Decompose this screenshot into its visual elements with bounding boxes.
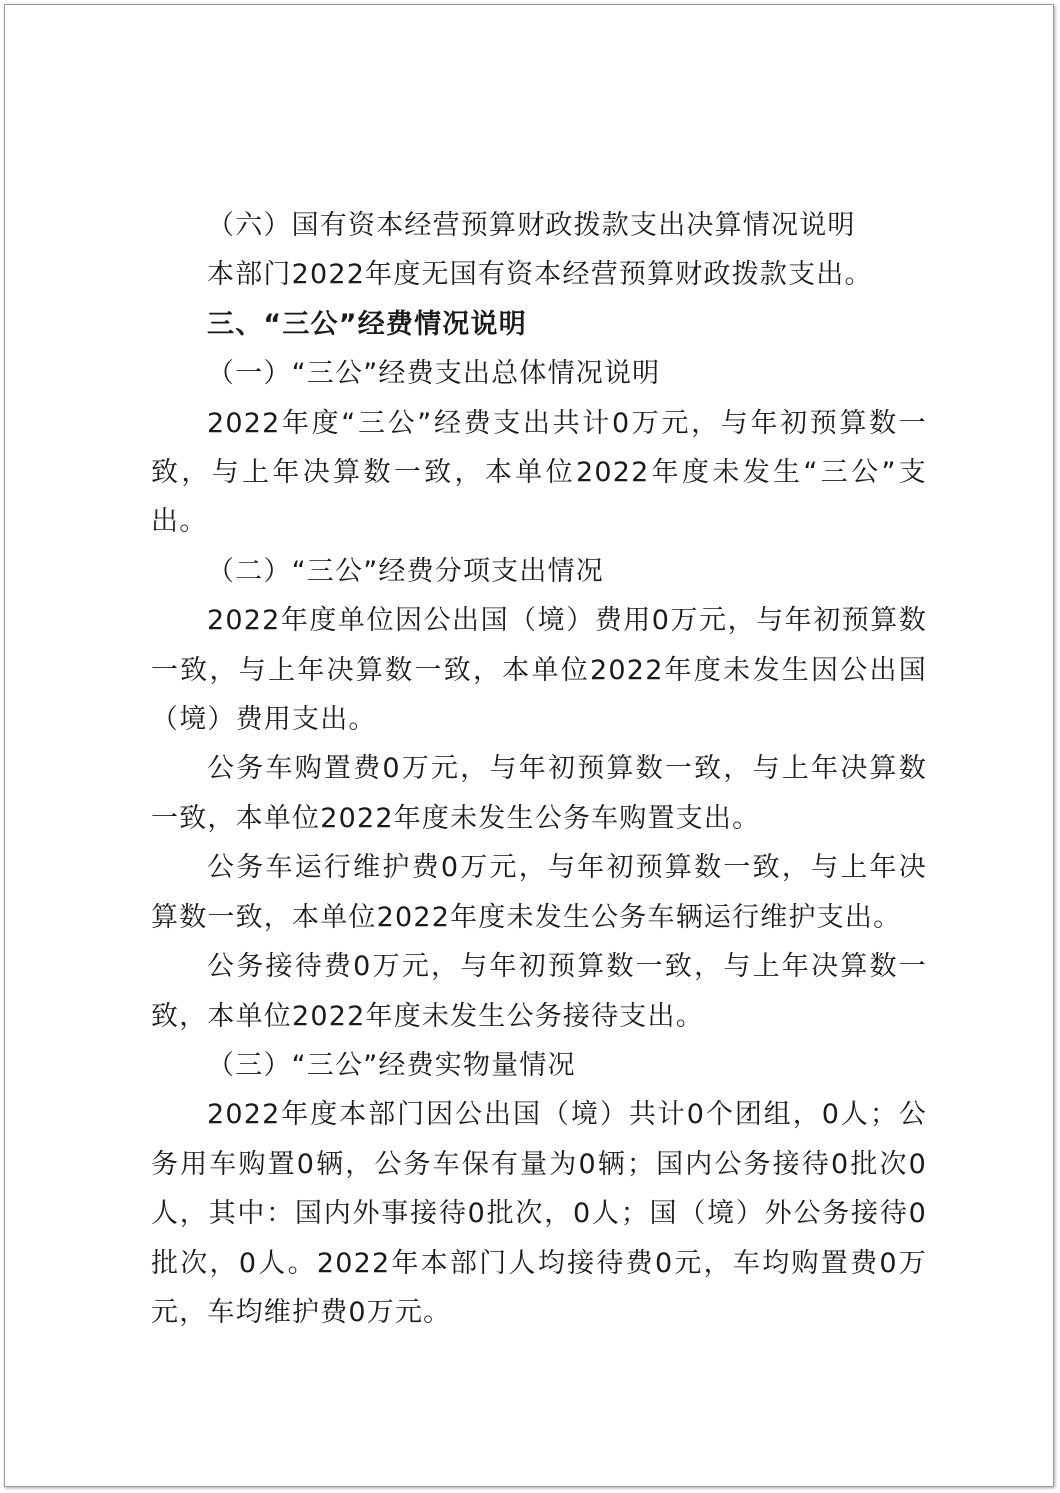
paragraph-vehicle-purchase: 公务车购置费0万元，与年初预算数一致，与上年决算数一致，本单位2022年度未发生公务车购置支出。 (151, 753, 927, 834)
paragraph-state-capital-budget: 本部门2022年度无国有资本经营预算财政拨款支出。 (207, 259, 873, 291)
paragraph-reception: 公务接待费0万元，与年初预算数一致，与上年决算数一致，本单位2022年度未发生公务接待支出。 (151, 951, 927, 1032)
subsection-heading-2: （二）“三公”经费分项支出情况 (207, 555, 604, 587)
paragraph-overseas-travel: 2022年度单位因公出国（境）费用0万元，与年初预算数一致，与上年决算数一致，本单位2022年度未发生因公出国（境）费用支出。 (151, 605, 927, 736)
document-page (4, 4, 1054, 1487)
paragraph-total-expenditure: 2022年度“三公”经费支出共计0万元，与年初预算数一致，与上年决算数一致，本单位2022年度未发生“三公”支出。 (151, 407, 927, 538)
paragraph-physical-quantity: 2022年度本部门因公出国（境）共计0个团组，0人；公务用车购置0辆，公务车保有量为0辆；国内公务接待0批次0人，其中：国内外事接待0批次，0人；国（境）外公务接待0批次，0人。2022年本部门人均接待费0元，车均购置费0万元，车均维护费0万元。 (151, 1099, 927, 1328)
section-heading-3: 三、“三公”经费情况说明 (207, 308, 527, 340)
document-body (151, 201, 927, 1337)
paragraph-vehicle-maintenance: 公务车运行维护费0万元，与年初预算数一致，与上年决算数一致，本单位2022年度未发生公务车辆运行维护支出。 (151, 852, 927, 933)
subsection-heading-3: （三）“三公”经费实物量情况 (207, 1049, 576, 1081)
subsection-heading-6: （六）国有资本经营预算财政拨款支出决算情况说明 (207, 210, 856, 241)
subsection-heading-1: （一）“三公”经费支出总体情况说明 (207, 358, 661, 390)
